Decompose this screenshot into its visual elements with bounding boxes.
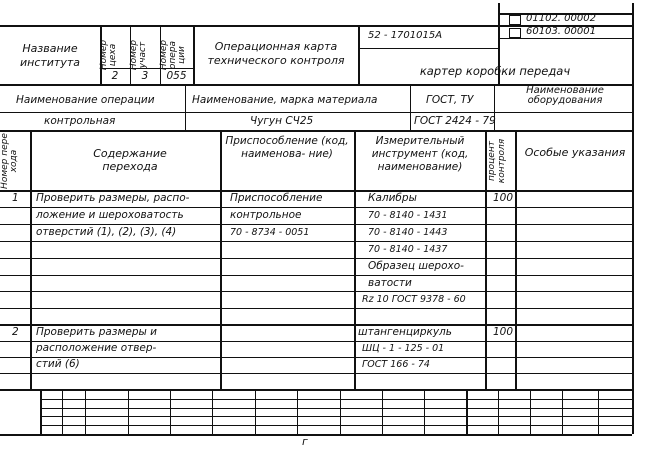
step-content-line: Проверить размеры, распо- [36, 192, 190, 204]
part-name: картер коробки передач [419, 64, 571, 78]
instrument-line: 70 - 8140 - 1431 [368, 210, 448, 221]
rule [297, 389, 298, 434]
rule [632, 3, 634, 434]
step-content-line: отверстий (1), (2), (3), (4) [36, 226, 177, 238]
rule [0, 130, 632, 132]
rule [128, 389, 129, 434]
card-title: Операционная карта технического контроля [207, 40, 345, 67]
section-no-label: Номер участ [129, 39, 148, 71]
step-number: 2 [12, 326, 19, 338]
instrument-line: ватости [368, 277, 412, 289]
rule [424, 389, 425, 434]
rule [255, 389, 256, 434]
step-content-line: расположение отвер- [36, 342, 157, 354]
operation-name-label: Наименование операции [16, 94, 155, 106]
rule [382, 389, 383, 434]
rule [358, 25, 360, 84]
step-number: 1 [12, 192, 19, 204]
rule [515, 130, 517, 389]
rule [562, 389, 563, 434]
material-value: Чугун СЧ25 [250, 115, 314, 127]
workshop-no-label: Номер цеха [99, 39, 118, 71]
header-notes: Особые указания [524, 146, 626, 159]
rule [466, 389, 468, 434]
rule [0, 357, 632, 358]
rule [85, 389, 86, 434]
rule [170, 389, 171, 434]
workshop-no: 2 [111, 70, 119, 82]
fixture-line: Приспособление [230, 192, 323, 204]
institute-label: Название института [19, 42, 80, 69]
rule [62, 389, 63, 434]
material-label: Наименование, марка материала [192, 94, 378, 106]
instrument-line: 70 - 8140 - 1437 [368, 244, 448, 255]
rule [410, 84, 411, 130]
instrument-line: 70 - 8140 - 1443 [368, 227, 448, 238]
header-instrument: Измерительный инструмент (код, наименование) [371, 135, 469, 173]
page-letter: г [302, 435, 308, 448]
doc-code-1: 01102. 00002 [526, 13, 596, 24]
rule [0, 241, 632, 242]
section-no: 3 [141, 70, 149, 82]
rule [0, 291, 632, 292]
rule [598, 389, 599, 434]
fixture-line: контрольное [230, 209, 302, 221]
rule [185, 84, 186, 130]
doc-code-2: 60103. 00001 [526, 26, 596, 37]
rule [498, 38, 632, 39]
operation-no-label: Номер опера ции [159, 39, 187, 71]
rule [340, 389, 341, 434]
rule [498, 389, 499, 434]
instrument-line: ГОСТ 166 - 74 [362, 359, 430, 370]
rule [0, 389, 632, 391]
equipment-label: Наименование оборудования [526, 85, 604, 106]
instrument-line: Калибры [368, 192, 417, 204]
checkbox-icon [509, 28, 521, 38]
rule [358, 48, 498, 49]
header-fixture: Приспособление (код, наименова- ние) [225, 135, 349, 160]
operation-no: 055 [166, 70, 187, 82]
instrument-line: ШЦ - 1 - 125 - 01 [362, 343, 445, 354]
standard-value: ГОСТ 2424 - 79 [414, 115, 496, 127]
rule [0, 207, 632, 208]
instrument-line: Образец шерохо- [368, 260, 464, 272]
percent-value: 100 [493, 326, 514, 338]
header-percent: процент контроля [487, 138, 507, 184]
rule [530, 389, 531, 434]
instrument-line: Rz 10 ГОСТ 9378 - 60 [362, 294, 466, 305]
rule [0, 275, 632, 276]
rule [212, 389, 213, 434]
rule [0, 112, 632, 113]
rule [220, 130, 222, 389]
step-content-line: Проверить размеры и [36, 326, 157, 338]
standard-label: ГОСТ, ТУ [426, 94, 474, 106]
rule [40, 389, 42, 434]
header-content: Содержание перехода [93, 147, 167, 173]
rule [30, 130, 32, 389]
fixture-line: 70 - 8734 - 0051 [230, 227, 310, 238]
rule [0, 434, 632, 436]
operation-name: контрольная [44, 115, 116, 127]
rule [354, 130, 356, 389]
step-content-line: стий (6) [36, 358, 80, 370]
rule [0, 258, 632, 259]
checkbox-icon [509, 15, 521, 25]
step-content-line: ложение и шероховатость [36, 209, 184, 221]
rule [0, 224, 632, 225]
instrument-line: штангенциркуль [358, 326, 452, 338]
rule [0, 373, 632, 374]
rule [0, 308, 632, 309]
header-step-no: Номер пере хода [0, 133, 19, 189]
percent-value: 100 [493, 192, 514, 204]
drawing-number: 52 - 1701015А [368, 30, 443, 41]
